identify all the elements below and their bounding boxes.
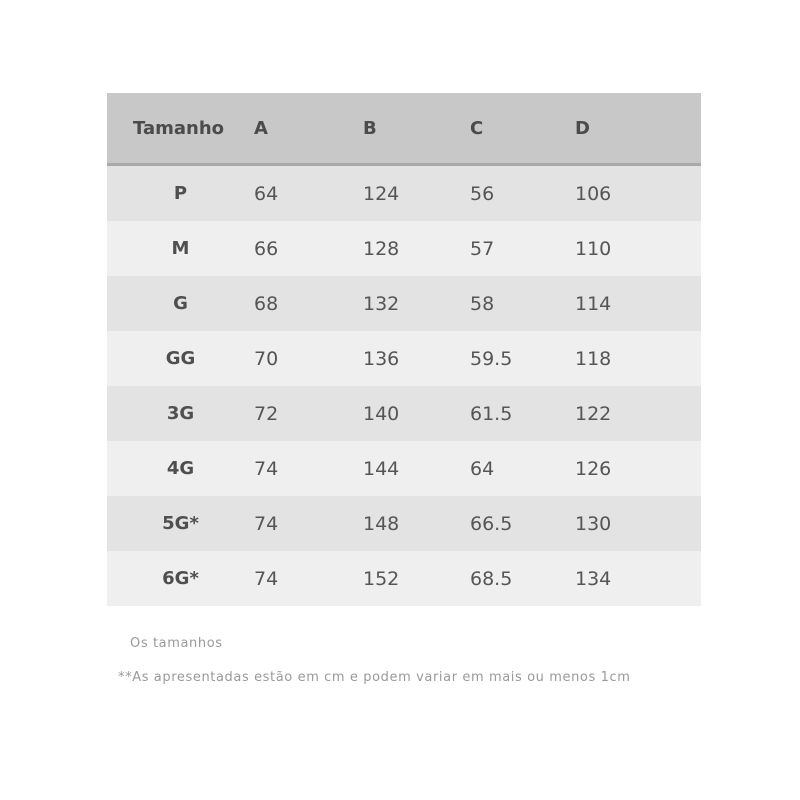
value-c-cell: 59.5 — [470, 331, 575, 386]
table-row — [107, 441, 701, 496]
size-cell: 3G — [107, 386, 254, 441]
value-a-cell: 74 — [254, 496, 363, 551]
header-b: B — [363, 93, 470, 165]
table-row — [107, 165, 701, 222]
size-table — [107, 93, 701, 606]
value-b-cell: 132 — [363, 276, 470, 331]
value-c-cell: 57 — [470, 221, 575, 276]
table-row — [107, 496, 701, 551]
size-cell: 5G* — [107, 496, 254, 551]
table-row — [107, 276, 701, 331]
footnote-measurements: **As apresentadas estão em cm e podem variar em mais ou menos 1cm — [118, 670, 631, 685]
value-d-cell: 130 — [575, 496, 701, 551]
table-row — [107, 386, 701, 441]
value-d-cell: 118 — [575, 331, 701, 386]
value-b-cell: 124 — [363, 165, 470, 222]
value-a-cell: 66 — [254, 221, 363, 276]
value-c-cell: 64 — [470, 441, 575, 496]
size-cell: GG — [107, 331, 254, 386]
value-b-cell: 136 — [363, 331, 470, 386]
size-cell: G — [107, 276, 254, 331]
header-tamanho: Tamanho — [107, 93, 254, 165]
value-c-cell: 66.5 — [470, 496, 575, 551]
value-c-cell: 58 — [470, 276, 575, 331]
value-b-cell: 152 — [363, 551, 470, 606]
value-b-cell: 144 — [363, 441, 470, 496]
table-header-row — [107, 93, 701, 165]
value-b-cell: 140 — [363, 386, 470, 441]
header-d: D — [575, 93, 701, 165]
footnotes — [118, 636, 630, 685]
value-a-cell: 64 — [254, 165, 363, 222]
value-b-cell: 128 — [363, 221, 470, 276]
value-c-cell: 56 — [470, 165, 575, 222]
value-b-cell: 148 — [363, 496, 470, 551]
value-a-cell: 74 — [254, 551, 363, 606]
size-cell: P — [107, 165, 254, 222]
value-d-cell: 126 — [575, 441, 701, 496]
size-cell: 6G* — [107, 551, 254, 606]
value-d-cell: 106 — [575, 165, 701, 222]
value-d-cell: 122 — [575, 386, 701, 441]
value-c-cell: 61.5 — [470, 386, 575, 441]
table-row — [107, 551, 701, 606]
size-cell: 4G — [107, 441, 254, 496]
header-c: C — [470, 93, 575, 165]
value-a-cell: 70 — [254, 331, 363, 386]
size-cell: M — [107, 221, 254, 276]
header-a: A — [254, 93, 363, 165]
value-d-cell: 114 — [575, 276, 701, 331]
value-a-cell: 68 — [254, 276, 363, 331]
value-a-cell: 74 — [254, 441, 363, 496]
value-c-cell: 68.5 — [470, 551, 575, 606]
table-row — [107, 221, 701, 276]
table-row — [107, 331, 701, 386]
footnote-sizes: Os tamanhos — [130, 636, 223, 651]
value-d-cell: 110 — [575, 221, 701, 276]
value-a-cell: 72 — [254, 386, 363, 441]
value-d-cell: 134 — [575, 551, 701, 606]
